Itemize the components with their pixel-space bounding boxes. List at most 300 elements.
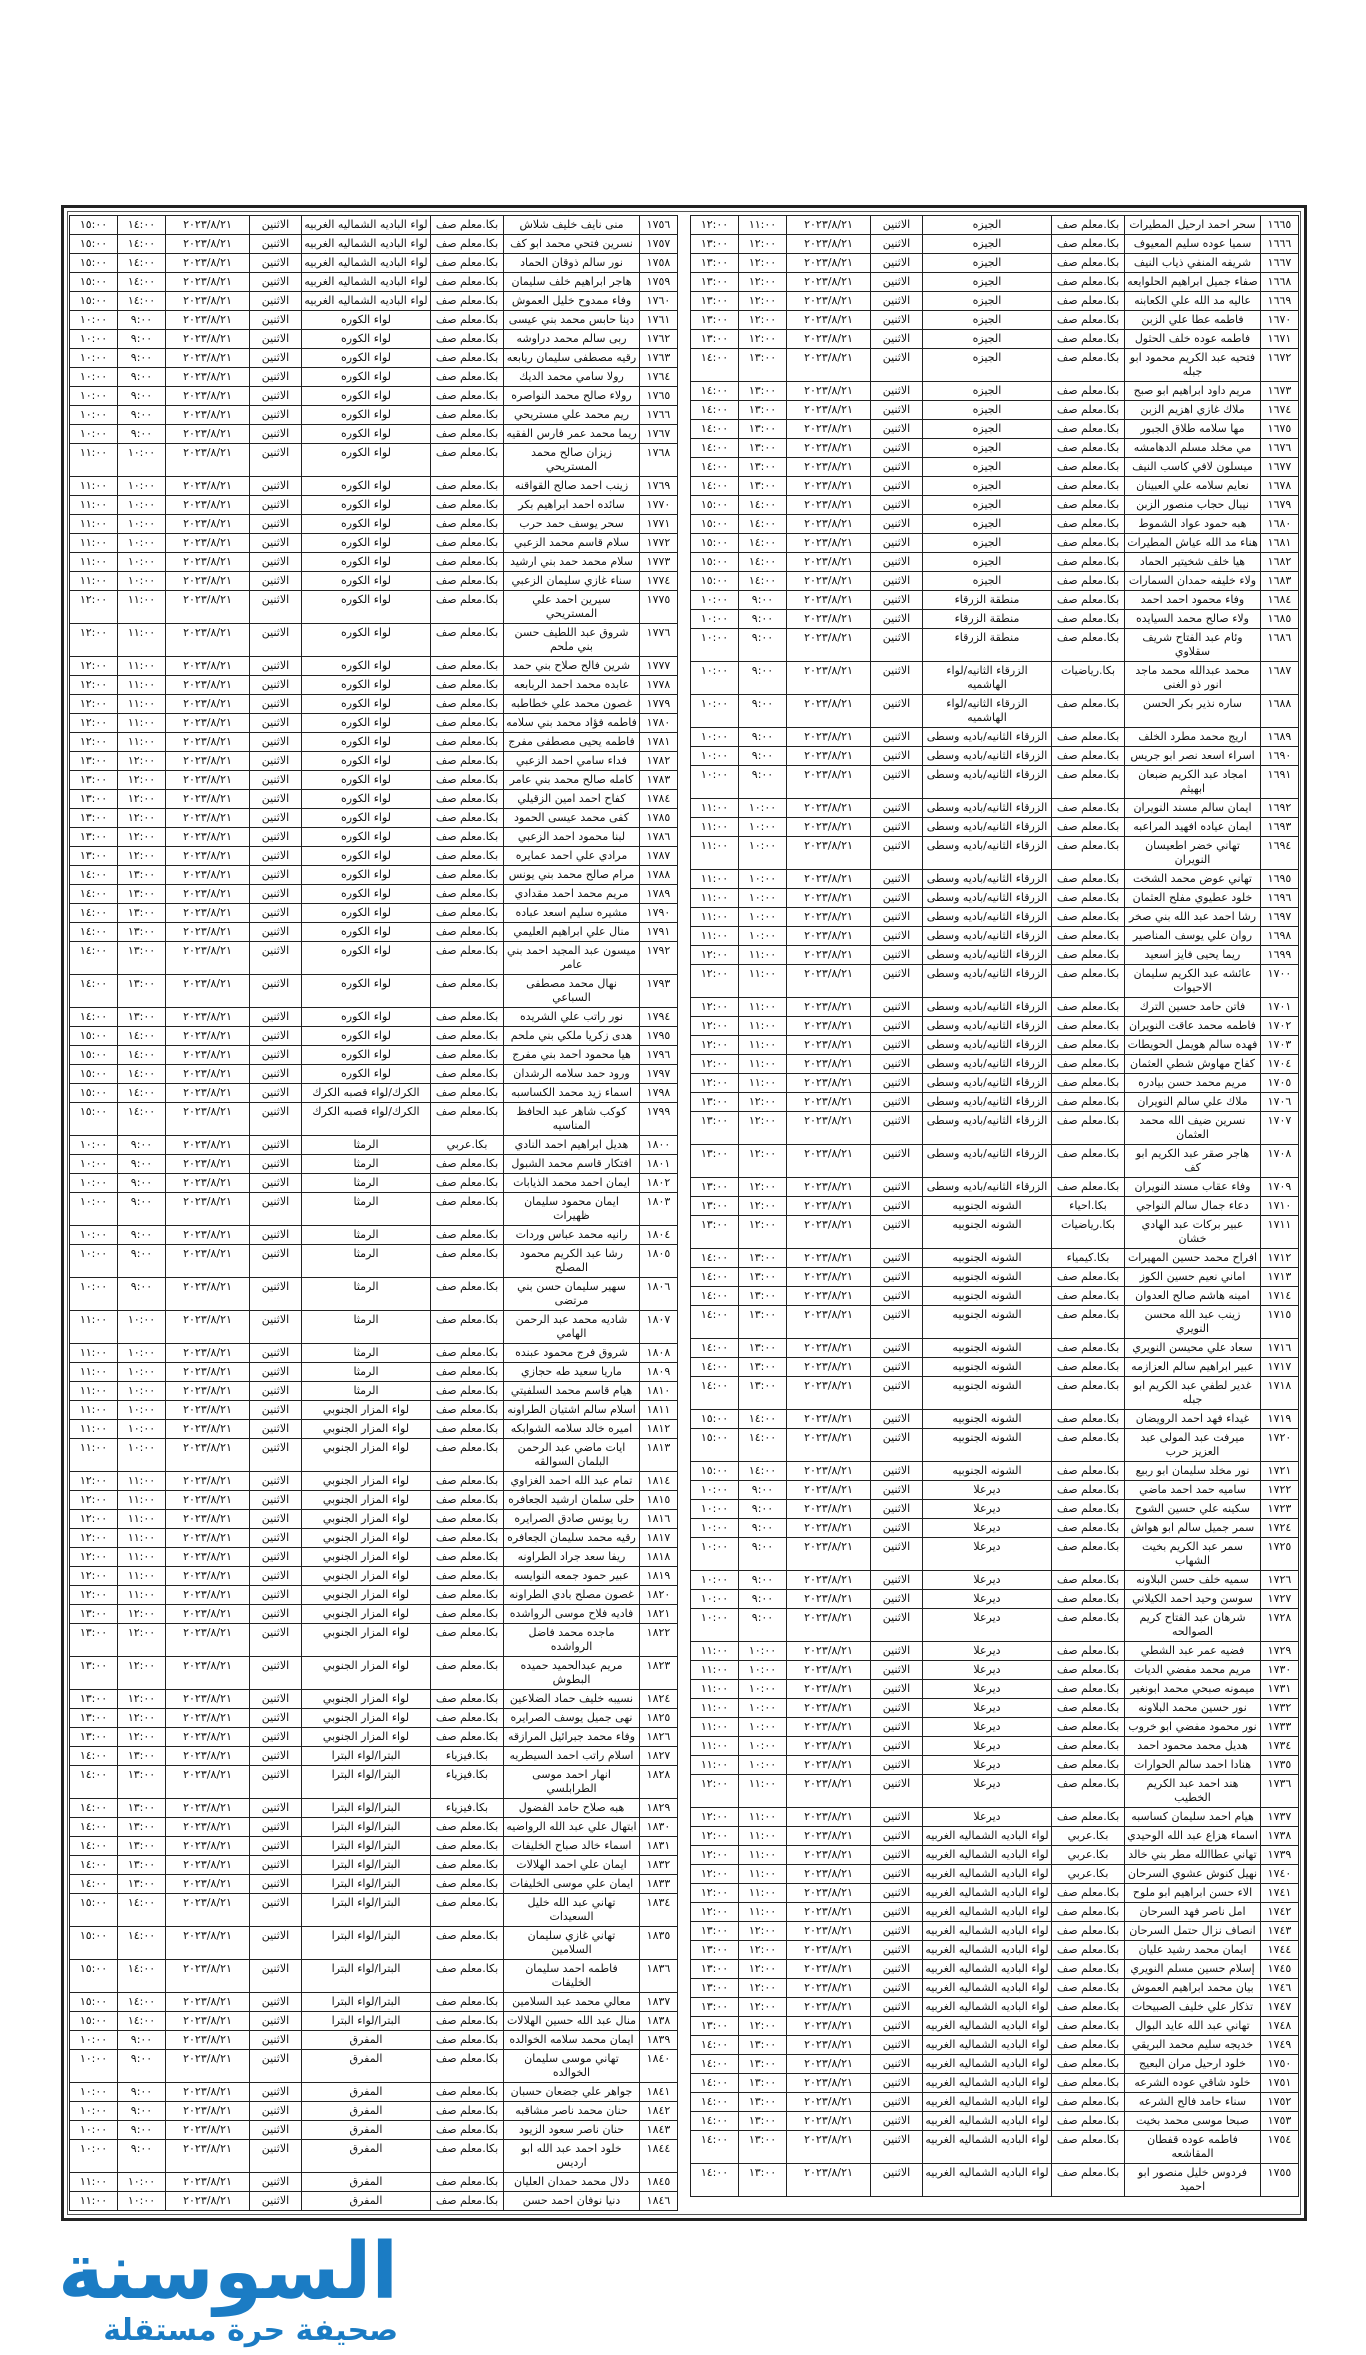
cell-specialization: بكا.معلم صف: [1052, 1481, 1125, 1500]
cell-region: البترا/لواء البترا: [302, 1818, 431, 1837]
cell-specialization: بكا.معلم صف: [431, 216, 504, 235]
cell-specialization: بكا.معلم صف: [431, 1226, 504, 1245]
cell-region: لواء المزار الجنوبي: [302, 1529, 431, 1548]
cell-end-time: ١٥:٠٠: [70, 235, 118, 254]
cell-start-time: ٩:٠٠: [739, 695, 787, 728]
cell-number: ١٨٣٦: [640, 1960, 678, 1993]
cell-specialization: بكا.معلم صف: [431, 1174, 504, 1193]
cell-day: الاثنين: [250, 1529, 302, 1548]
cell-date: ٢٠٢٣/٨/٢١: [166, 2102, 250, 2121]
cell-start-time: ١٣:٠٠: [739, 401, 787, 420]
cell-number: ١٧٣٨: [1261, 1827, 1299, 1846]
table-row: [70, 904, 678, 923]
cell-date: ٢٠٢٣/٨/٢١: [787, 695, 871, 728]
cell-region: البترا/لواء البترا: [302, 1747, 431, 1766]
cell-region: لواء المزار الجنوبي: [302, 1657, 431, 1690]
cell-day: الاثنين: [871, 1827, 923, 1846]
cell-day: الاثنين: [871, 1609, 923, 1642]
cell-date: ٢٠٢٣/٨/٢١: [787, 1680, 871, 1699]
cell-region: لواء الكوره: [302, 847, 431, 866]
cell-name: مرام صالح محمد بني يونس: [504, 866, 640, 885]
cell-region: الزرقاء الثانيه/باديه وسطى: [923, 1055, 1052, 1074]
cell-date: ٢٠٢٣/٨/٢١: [166, 1818, 250, 1837]
cell-end-time: ١٥:٠٠: [70, 292, 118, 311]
cell-region: لواء الباديه الشماليه الغربيه: [923, 2164, 1052, 2197]
cell-day: الاثنين: [250, 1363, 302, 1382]
cell-day: الاثنين: [250, 311, 302, 330]
cell-specialization: بكا.احياء: [1052, 1197, 1125, 1216]
table-row: [70, 1155, 678, 1174]
cell-start-time: ١٠:٠٠: [739, 908, 787, 927]
cell-day: الاثنين: [871, 292, 923, 311]
cell-date: ٢٠٢٣/٨/٢١: [166, 1420, 250, 1439]
cell-start-time: ٩:٠٠: [118, 387, 166, 406]
cell-name: اريج محمد مطرد الخلف: [1125, 728, 1261, 747]
cell-number: ١٧١٩: [1261, 1410, 1299, 1429]
table-row: [70, 1875, 678, 1894]
cell-start-time: ١٤:٠٠: [739, 1462, 787, 1481]
cell-region: لواء الكوره: [302, 444, 431, 477]
cell-day: الاثنين: [871, 1178, 923, 1197]
cell-number: ١٧٢٨: [1261, 1609, 1299, 1642]
cell-number: ١٦٩٩: [1261, 946, 1299, 965]
cell-day: الاثنين: [250, 1420, 302, 1439]
cell-day: الاثنين: [871, 1462, 923, 1481]
cell-end-time: ١١:٠٠: [691, 889, 739, 908]
cell-name: رولا سامي محمد الديك: [504, 368, 640, 387]
cell-start-time: ١١:٠٠: [739, 1074, 787, 1093]
cell-name: خلود شاقي عوده الشرعه: [1125, 2074, 1261, 2093]
cell-day: الاثنين: [250, 752, 302, 771]
cell-day: الاثنين: [871, 1922, 923, 1941]
cell-region: البترا/لواء البترا: [302, 1894, 431, 1927]
cell-name: سوسن وحيد احمد الكيلاني: [1125, 1590, 1261, 1609]
cell-region: لواء الكوره: [302, 553, 431, 572]
cell-start-time: ١١:٠٠: [739, 1846, 787, 1865]
cell-region: الزرقاء الثانيه/باديه وسطى: [923, 728, 1052, 747]
cell-date: ٢٠٢٣/٨/٢١: [166, 1472, 250, 1491]
cell-end-time: ١١:٠٠: [691, 870, 739, 889]
cell-date: ٢٠٢٣/٨/٢١: [166, 752, 250, 771]
cell-start-time: ١٣:٠٠: [739, 1268, 787, 1287]
cell-end-time: ١١:٠٠: [70, 1420, 118, 1439]
cell-start-time: ١٤:٠٠: [118, 1993, 166, 2012]
cell-start-time: ١٠:٠٠: [739, 799, 787, 818]
cell-region: لواء الباديه الشماليه الغربيه: [923, 1903, 1052, 1922]
table-row: [691, 629, 1299, 662]
cell-end-time: ١٣:٠٠: [691, 273, 739, 292]
cell-number: ١٧٤٢: [1261, 1903, 1299, 1922]
cell-specialization: بكا.معلم صف: [431, 1084, 504, 1103]
cell-name: سمر عبد الكريم بخيت الشهاب: [1125, 1538, 1261, 1571]
cell-date: ٢٠٢٣/٨/٢١: [166, 1875, 250, 1894]
table-row: [70, 1278, 678, 1311]
cell-name: شرين فالح صلاح بني حمد: [504, 657, 640, 676]
cell-region: الجيزه: [923, 273, 1052, 292]
cell-end-time: ١٠:٠٠: [691, 1519, 739, 1538]
cell-specialization: بكا.معلم صف: [431, 1420, 504, 1439]
cell-day: الاثنين: [871, 1036, 923, 1055]
cell-region: الزرقاء الثانيه/باديه وسطى: [923, 1112, 1052, 1145]
cell-region: لواء الكوره: [302, 368, 431, 387]
cell-specialization: بكا.كيمياء: [1052, 1249, 1125, 1268]
cell-date: ٢٠٢٣/٨/٢١: [166, 1401, 250, 1420]
cell-specialization: بكا.معلم صف: [1052, 728, 1125, 747]
cell-name: وفاء محمود احمد احمد: [1125, 591, 1261, 610]
cell-date: ٢٠٢٣/٨/٢١: [787, 1571, 871, 1590]
cell-specialization: بكا.معلم صف: [431, 1245, 504, 1278]
cell-date: ٢٠٢٣/٨/٢١: [787, 420, 871, 439]
cell-number: ١٧٥٩: [640, 273, 678, 292]
cell-date: ٢٠٢٣/٨/٢١: [787, 1903, 871, 1922]
cell-date: ٢٠٢٣/٨/٢١: [787, 1808, 871, 1827]
table-row: [70, 292, 678, 311]
cell-specialization: بكا.معلم صف: [1052, 1339, 1125, 1358]
cell-name: رقيه مصطفى سليمان ربابعه: [504, 349, 640, 368]
table-row: [70, 1226, 678, 1245]
cell-name: زينب عبد الله محسن النويري: [1125, 1306, 1261, 1339]
cell-name: نهيل كنوش عشوي السرحان: [1125, 1865, 1261, 1884]
cell-day: الاثنين: [871, 1519, 923, 1538]
cell-number: ١٨١٤: [640, 1472, 678, 1491]
cell-end-time: ١٠:٠٠: [691, 1500, 739, 1519]
table-row: [691, 1903, 1299, 1922]
cell-day: الاثنين: [871, 1642, 923, 1661]
table-row: [70, 1420, 678, 1439]
cell-specialization: بكا.عربي: [1052, 1865, 1125, 1884]
cell-name: زينب احمد صالح القواقنه: [504, 477, 640, 496]
cell-day: الاثنين: [871, 1756, 923, 1775]
cell-date: ٢٠٢٣/٨/٢١: [166, 2031, 250, 2050]
cell-number: ١٧٦٧: [640, 425, 678, 444]
cell-date: ٢٠٢٣/٨/٢١: [787, 1074, 871, 1093]
cell-start-time: ١٠:٠٠: [739, 1642, 787, 1661]
cell-region: الكرك/لواء قصبه الكرك: [302, 1084, 431, 1103]
cell-region: الشونه الجنوبيه: [923, 1306, 1052, 1339]
cell-region: لواء الباديه الشماليه الغربيه: [923, 1846, 1052, 1865]
cell-day: الاثنين: [250, 1065, 302, 1084]
cell-name: نور سالم ذوقان الحماد: [504, 254, 640, 273]
cell-day: الاثنين: [250, 733, 302, 752]
cell-name: ايمان محمود سليمان ظهيرات: [504, 1193, 640, 1226]
cell-number: ١٨٠٧: [640, 1311, 678, 1344]
table-row: [691, 1609, 1299, 1642]
cell-region: الجيزه: [923, 477, 1052, 496]
cell-name: ربا يونس صادق الصرايره: [504, 1510, 640, 1529]
cell-name: نيبال حجاب منصور الزبن: [1125, 496, 1261, 515]
cell-day: الاثنين: [871, 2074, 923, 2093]
cell-start-time: ١٠:٠٠: [739, 1661, 787, 1680]
cell-specialization: بكا.معلم صف: [1052, 2036, 1125, 2055]
cell-region: الزرقاء الثانيه/باديه وسطى: [923, 766, 1052, 799]
cell-start-time: ١٣:٠٠: [739, 439, 787, 458]
cell-name: ريم محمد علي مستريحي: [504, 406, 640, 425]
cell-number: ١٨١٨: [640, 1548, 678, 1567]
cell-region: ديرعلا: [923, 1756, 1052, 1775]
cell-end-time: ١٠:٠٠: [691, 662, 739, 695]
cell-date: ٢٠٢٣/٨/٢١: [787, 1609, 871, 1642]
cell-specialization: بكا.معلم صف: [1052, 254, 1125, 273]
cell-start-time: ١٣:٠٠: [739, 2112, 787, 2131]
cell-name: تهاني عوض محمد الشخت: [1125, 870, 1261, 889]
cell-number: ١٧٩٨: [640, 1084, 678, 1103]
cell-number: ١٨٠٦: [640, 1278, 678, 1311]
cell-region: لواء المزار الجنوبي: [302, 1420, 431, 1439]
cell-start-time: ٩:٠٠: [118, 425, 166, 444]
cell-specialization: بكا.معلم صف: [1052, 1941, 1125, 1960]
table-row: [70, 534, 678, 553]
cell-end-time: ١٠:٠٠: [70, 1136, 118, 1155]
cell-start-time: ٩:٠٠: [118, 1278, 166, 1311]
cell-start-time: ١٣:٠٠: [739, 1249, 787, 1268]
cell-specialization: بكا.معلم صف: [1052, 747, 1125, 766]
cell-name: اسلام راتب احمد السيطريه: [504, 1747, 640, 1766]
cell-start-time: ١٠:٠٠: [118, 1363, 166, 1382]
cell-number: ١٧٨٠: [640, 714, 678, 733]
cell-day: الاثنين: [871, 1268, 923, 1287]
cell-start-time: ١١:٠٠: [118, 657, 166, 676]
table-row: [70, 1136, 678, 1155]
table-row: [691, 1377, 1299, 1410]
cell-start-time: ١١:٠٠: [739, 1017, 787, 1036]
cell-name: انهار احمد موسى الطرابلسي: [504, 1766, 640, 1799]
cell-start-time: ١٢:٠٠: [739, 292, 787, 311]
cell-specialization: بكا.معلم صف: [431, 496, 504, 515]
cell-number: ١٧٢٣: [1261, 1500, 1299, 1519]
cell-date: ٢٠٢٣/٨/٢١: [166, 1856, 250, 1875]
cell-date: ٢٠٢٣/٨/٢١: [166, 1027, 250, 1046]
cell-day: الاثنين: [250, 2050, 302, 2083]
cell-specialization: بكا.رياضيات: [1052, 662, 1125, 695]
cell-number: ١٧٤٨: [1261, 2017, 1299, 2036]
cell-date: ٢٠٢٣/٨/٢١: [787, 1979, 871, 1998]
cell-number: ١٨١٧: [640, 1529, 678, 1548]
table-row: [70, 1586, 678, 1605]
cell-date: ٢٠٢٣/٨/٢١: [787, 534, 871, 553]
cell-end-time: ١٤:٠٠: [691, 349, 739, 382]
cell-start-time: ١٠:٠٠: [118, 1401, 166, 1420]
cell-date: ٢٠٢٣/٨/٢١: [787, 799, 871, 818]
cell-number: ١٦٩٣: [1261, 818, 1299, 837]
cell-start-time: ١٠:٠٠: [739, 1680, 787, 1699]
cell-date: ٢٠٢٣/٨/٢١: [787, 1377, 871, 1410]
cell-number: ١٧٧٤: [640, 572, 678, 591]
cell-end-time: ١٥:٠٠: [70, 1103, 118, 1136]
cell-name: ماجده محمد فاضل الرواشده: [504, 1624, 640, 1657]
cell-date: ٢٠٢٣/٨/٢١: [166, 847, 250, 866]
cell-day: الاثنين: [250, 1278, 302, 1311]
cell-date: ٢٠٢٣/٨/٢١: [787, 1017, 871, 1036]
cell-day: الاثنين: [250, 1605, 302, 1624]
cell-number: ١٧٥٨: [640, 254, 678, 273]
table-row: [691, 1287, 1299, 1306]
cell-day: الاثنين: [871, 837, 923, 870]
cell-end-time: ١٠:٠٠: [70, 387, 118, 406]
cell-name: هاجر ابراهيم خلف سليمان: [504, 273, 640, 292]
cell-end-time: ١١:٠٠: [70, 2173, 118, 2192]
cell-name: سهير سليمان حسن بني مرتضى: [504, 1278, 640, 1311]
cell-date: ٢٠٢٣/٨/٢١: [787, 1884, 871, 1903]
cell-name: شروق عبد اللطيف حسن بني ملحم: [504, 624, 640, 657]
cell-date: ٢٠٢٣/٨/٢١: [166, 406, 250, 425]
cell-day: الاثنين: [250, 1245, 302, 1278]
table-row: [691, 1827, 1299, 1846]
cell-name: صفاء جميل ابراهيم الحلوايعه: [1125, 273, 1261, 292]
cell-region: لواء الكوره: [302, 885, 431, 904]
cell-date: ٢٠٢٣/٨/٢١: [787, 1846, 871, 1865]
cell-day: الاثنين: [250, 1747, 302, 1766]
cell-day: الاثنين: [871, 1287, 923, 1306]
cell-start-time: ٩:٠٠: [739, 1590, 787, 1609]
cell-day: الاثنين: [250, 330, 302, 349]
cell-date: ٢٠٢٣/٨/٢١: [787, 818, 871, 837]
cell-date: ٢٠٢٣/٨/٢١: [787, 629, 871, 662]
cell-number: ١٧٠٢: [1261, 1017, 1299, 1036]
cell-date: ٢٠٢٣/٨/٢١: [787, 1519, 871, 1538]
cell-day: الاثنين: [250, 1491, 302, 1510]
table-row: [70, 828, 678, 847]
cell-end-time: ١٥:٠٠: [70, 1894, 118, 1927]
cell-region: ديرعلا: [923, 1519, 1052, 1538]
cell-number: ١٦٧١: [1261, 330, 1299, 349]
cell-day: الاثنين: [250, 216, 302, 235]
cell-region: لواء الباديه الشماليه الغربيه: [302, 216, 431, 235]
cell-end-time: ١٥:٠٠: [691, 1429, 739, 1462]
cell-specialization: بكا.معلم صف: [1052, 1922, 1125, 1941]
table-row: [70, 1439, 678, 1472]
cell-start-time: ١٠:٠٠: [118, 2192, 166, 2211]
table-row: [691, 591, 1299, 610]
cell-region: ديرعلا: [923, 1609, 1052, 1642]
schedule-table-left: [69, 215, 678, 2211]
cell-end-time: ١١:٠٠: [70, 1401, 118, 1420]
table-row: [691, 401, 1299, 420]
cell-start-time: ١٢:٠٠: [739, 1112, 787, 1145]
cell-specialization: بكا.معلم صف: [1052, 515, 1125, 534]
cell-specialization: بكا.معلم صف: [1052, 1358, 1125, 1377]
cell-date: ٢٠٢٣/٨/٢١: [787, 908, 871, 927]
cell-end-time: ١١:٠٠: [70, 515, 118, 534]
cell-day: الاثنين: [871, 2036, 923, 2055]
cell-date: ٢٠٢٣/٨/٢١: [166, 790, 250, 809]
cell-specialization: بكا.معلم صف: [431, 1472, 504, 1491]
cell-number: ١٧٤٧: [1261, 1998, 1299, 2017]
cell-start-time: ١١:٠٠: [118, 624, 166, 657]
cell-day: الاثنين: [871, 908, 923, 927]
cell-start-time: ١٢:٠٠: [118, 1657, 166, 1690]
cell-number: ١٧١٥: [1261, 1306, 1299, 1339]
cell-specialization: بكا.معلم صف: [1052, 818, 1125, 837]
cell-start-time: ١٤:٠٠: [118, 1960, 166, 1993]
cell-name: مرادي علي احمد عمايره: [504, 847, 640, 866]
cell-name: غدير لطفي عبد الكريم ابو جبله: [1125, 1377, 1261, 1410]
cell-start-time: ٩:٠٠: [739, 662, 787, 695]
cell-day: الاثنين: [871, 534, 923, 553]
cell-name: محمد عبدالله محمد ماجد انور ذو الغنى: [1125, 662, 1261, 695]
cell-day: الاثنين: [871, 1737, 923, 1756]
cell-date: ٢٠٢٣/٨/٢١: [787, 439, 871, 458]
cell-start-time: ١٢:٠٠: [739, 273, 787, 292]
table-row: [691, 2093, 1299, 2112]
cell-specialization: بكا.معلم صف: [431, 2012, 504, 2031]
table-row: [70, 1728, 678, 1747]
cell-start-time: ١٣:٠٠: [739, 2055, 787, 2074]
cell-specialization: بكا.معلم صف: [431, 1894, 504, 1927]
cell-end-time: ١٤:٠٠: [70, 885, 118, 904]
cell-name: سناء غازي سليمان الزعبي: [504, 572, 640, 591]
cell-end-time: ١٥:٠٠: [691, 534, 739, 553]
cell-start-time: ١٢:٠٠: [739, 2017, 787, 2036]
cell-region: لواء الكوره: [302, 752, 431, 771]
cell-region: الرمثا: [302, 1363, 431, 1382]
table-row: [691, 1519, 1299, 1538]
cell-specialization: بكا.معلم صف: [431, 553, 504, 572]
table-row: [70, 1344, 678, 1363]
cell-start-time: ١٤:٠٠: [118, 1065, 166, 1084]
cell-number: ١٨١٣: [640, 1439, 678, 1472]
cell-number: ١٧٣١: [1261, 1680, 1299, 1699]
cell-end-time: ١٠:٠٠: [70, 2140, 118, 2173]
cell-end-time: ١٤:٠٠: [691, 477, 739, 496]
cell-end-time: ١٠:٠٠: [691, 1571, 739, 1590]
cell-name: ورود حمد سلامه الرشدان: [504, 1065, 640, 1084]
cell-day: الاثنين: [871, 2112, 923, 2131]
table-row: [70, 1103, 678, 1136]
cell-date: ٢٠٢٣/٨/٢١: [166, 1245, 250, 1278]
cell-name: فردوس خليل منصور ابو احميد: [1125, 2164, 1261, 2197]
cell-start-time: ٩:٠٠: [118, 1245, 166, 1278]
cell-day: الاثنين: [250, 771, 302, 790]
schedule-table-right: [690, 215, 1299, 2197]
cell-number: ١٨٢١: [640, 1605, 678, 1624]
cell-number: ١٧٥١: [1261, 2074, 1299, 2093]
cell-start-time: ٩:٠٠: [118, 330, 166, 349]
cell-region: ديرعلا: [923, 1571, 1052, 1590]
cell-end-time: ١٤:٠٠: [691, 2112, 739, 2131]
table-row: [691, 1960, 1299, 1979]
cell-date: ٢٠٢٣/٨/٢١: [166, 2083, 250, 2102]
cell-name: سعاد علي محيسن النويري: [1125, 1339, 1261, 1358]
cell-region: الجيزه: [923, 216, 1052, 235]
cell-region: الزرقاء الثانيه/باديه وسطى: [923, 837, 1052, 870]
cell-day: الاثنين: [250, 1993, 302, 2012]
table-row: [70, 1548, 678, 1567]
cell-region: الزرقاء الثانيه/باديه وسطى: [923, 946, 1052, 965]
table-row: [70, 2031, 678, 2050]
cell-start-time: ١٣:٠٠: [118, 1856, 166, 1875]
cell-end-time: ١٤:٠٠: [70, 904, 118, 923]
cell-specialization: بكا.معلم صف: [431, 923, 504, 942]
cell-region: الشونه الجنوبيه: [923, 1377, 1052, 1410]
cell-specialization: بكا.معلم صف: [431, 885, 504, 904]
cell-end-time: ١٣:٠٠: [691, 1960, 739, 1979]
cell-start-time: ١١:٠٠: [739, 216, 787, 235]
cell-number: ١٨٢٨: [640, 1766, 678, 1799]
cell-region: ديرعلا: [923, 1775, 1052, 1808]
cell-specialization: بكا.معلم صف: [431, 676, 504, 695]
cell-end-time: ١١:٠٠: [70, 534, 118, 553]
cell-date: ٢٠٢٣/٨/٢١: [787, 401, 871, 420]
cell-end-time: ١٥:٠٠: [70, 2012, 118, 2031]
cell-date: ٢٠٢٣/٨/٢١: [787, 1093, 871, 1112]
table-row: [691, 553, 1299, 572]
cell-end-time: ١٢:٠٠: [691, 1017, 739, 1036]
cell-start-time: ٩:٠٠: [118, 1193, 166, 1226]
cell-day: الاثنين: [250, 2031, 302, 2050]
cell-day: الاثنين: [871, 870, 923, 889]
cell-start-time: ١٠:٠٠: [118, 1439, 166, 1472]
cell-end-time: ١٤:٠٠: [691, 2055, 739, 2074]
